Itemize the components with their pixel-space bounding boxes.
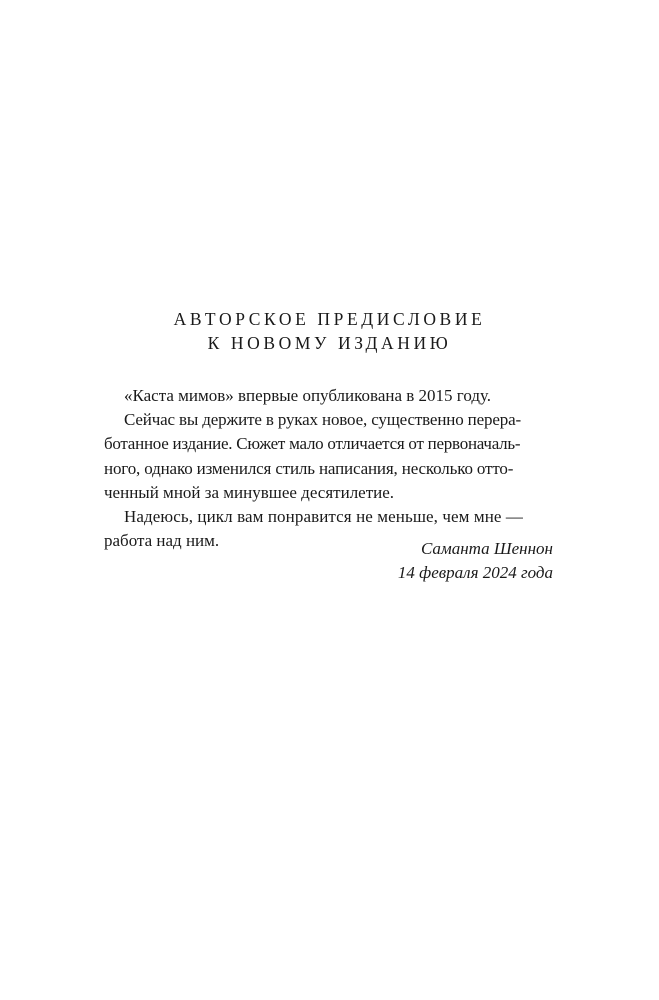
paragraph-3-line-1: Надеюсь, цикл вам понравится не меньше, чем мне — — [124, 507, 524, 527]
heading-line-1: АВТОРСКОЕ ПРЕДИСЛОВИЕ — [173, 309, 486, 329]
paragraph-2-line-4: ченный мной за минувшее десятилетие. — [104, 482, 395, 502]
paragraph-2-line-2: ботанное издание. Сюжет мало отличается от первоначаль- — [104, 434, 521, 454]
paragraph-2-line-3: ного, однако изменился стиль написания, несколько отто- — [104, 458, 514, 478]
heading-line-2: К НОВОМУ ИЗДАНИЮ — [207, 333, 452, 353]
paragraph-1 — [104, 384, 550, 408]
paragraph-2 — [104, 408, 550, 505]
author-signature: Саманта Шеннон — [420, 539, 553, 558]
paragraph-3-line-2: работа над ним. — [104, 531, 220, 551]
preface-body — [104, 384, 550, 553]
paragraph-2-line-1: Сейчас вы держите в руках новое, существенно перера- — [124, 410, 522, 430]
signature-date: 14 февраля 2024 года — [397, 563, 553, 582]
paragraph-1-line-1: «Каста мимов» впервые опубликована в 2015 году. — [124, 386, 492, 405]
